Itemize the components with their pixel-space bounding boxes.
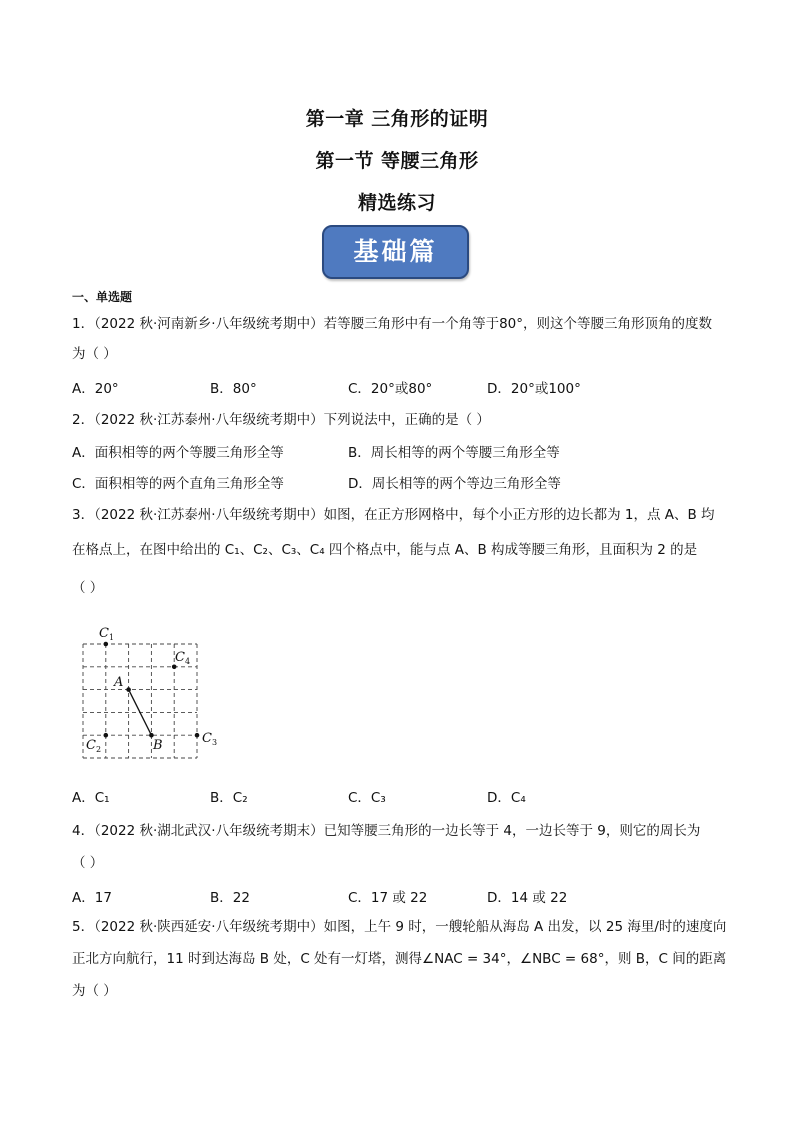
q2-option-d: D．周长相等的两个等边三角形全等 [348,476,561,492]
practice-subtitle: 精选练习 [357,192,436,214]
point-a [126,687,131,692]
question-5-line-2: 正北方向航行，11 时到达海岛 B 处，C 处有一灯塔，测得∠NAC = 34°，∠NBC = 68°，则 B，C 间的距离 [72,951,727,967]
question-2-line-1: 2．（2022 秋·江苏泰州·八年级统考期中）下列说法中，正确的是（ ） [72,412,490,428]
point-c2 [104,733,109,738]
q1-option-b: B．80° [210,381,257,397]
section-title: 第一节 等腰三角形 [315,150,479,172]
point-b [149,733,154,738]
q2-option-b: B．周长相等的两个等腰三角形全等 [348,445,560,461]
q1-option-c: C．20°或80° [348,381,433,397]
section-heading: 一、单选题 [72,290,133,304]
level-badge: 基础篇 [322,225,469,279]
question-4-line-1: 4．（2022 秋·湖北武汉·八年级统考期末）已知等腰三角形的一边长等于 4，一边长等于 9，则它的周长为 [72,823,701,839]
question-5-line-1: 5．（2022 秋·陕西延安·八年级统考期中）如图，上午 9 时，一艘轮船从海岛 A 出发，以 25 海里/时的速度向 [72,919,727,935]
label-c2: $C_2$ [86,738,102,754]
q3-option-b: B．C₂ [210,790,248,806]
question-3-line-1: 3．（2022 秋·江苏泰州·八年级统考期中）如图，在正方形网格中，每个小正方形的边长都为 1，点 A、B 均 [72,507,715,523]
question-3-line-2: 在格点上，在图中给出的 C₁、C₂、C₃、C₄ 四个格点中，能与点 A、B 构成等腰三角形，且面积为 2 的是 [72,542,698,558]
q3-option-a: A．C₁ [72,790,110,806]
question-3-line-3: （ ） [72,580,104,596]
question-1-line-1: 1．（2022 秋·河南新乡·八年级统考期中）若等腰三角形中有一个角等于80°，则这个等腰三角形顶角的度数 [72,316,712,332]
q1-option-d: D．20°或100° [487,381,581,397]
q4-option-c: C．17 或 22 [348,890,428,906]
point-c1 [104,642,109,647]
label-c4: $C_4$ [175,650,191,666]
q4-option-a: A．17 [72,890,112,906]
point-c3 [195,733,200,738]
q4-option-d: D．14 或 22 [487,890,568,906]
chapter-title: 第一章 三角形的证明 [305,108,489,130]
grid-svg [78,620,228,760]
q2-option-a: A．面积相等的两个等腰三角形全等 [72,445,284,461]
q4-option-b: B．22 [210,890,250,906]
q3-option-c: C．C₃ [348,790,386,806]
q3-option-d: D．C₄ [487,790,526,806]
question-1-line-2: 为（ ） [72,346,117,362]
q1-option-a: A．20° [72,381,119,397]
label-c1: $C_1$ [99,626,115,642]
point-c4 [172,665,177,670]
label-b: B [153,738,163,753]
label-c3: $C_3$ [202,731,218,747]
question-4-line-2: （ ） [72,855,104,871]
grid-figure [78,620,228,760]
question-5-line-3: 为（ ） [72,983,117,999]
label-a: A [114,675,124,690]
q2-option-c: C．面积相等的两个直角三角形全等 [72,476,284,492]
